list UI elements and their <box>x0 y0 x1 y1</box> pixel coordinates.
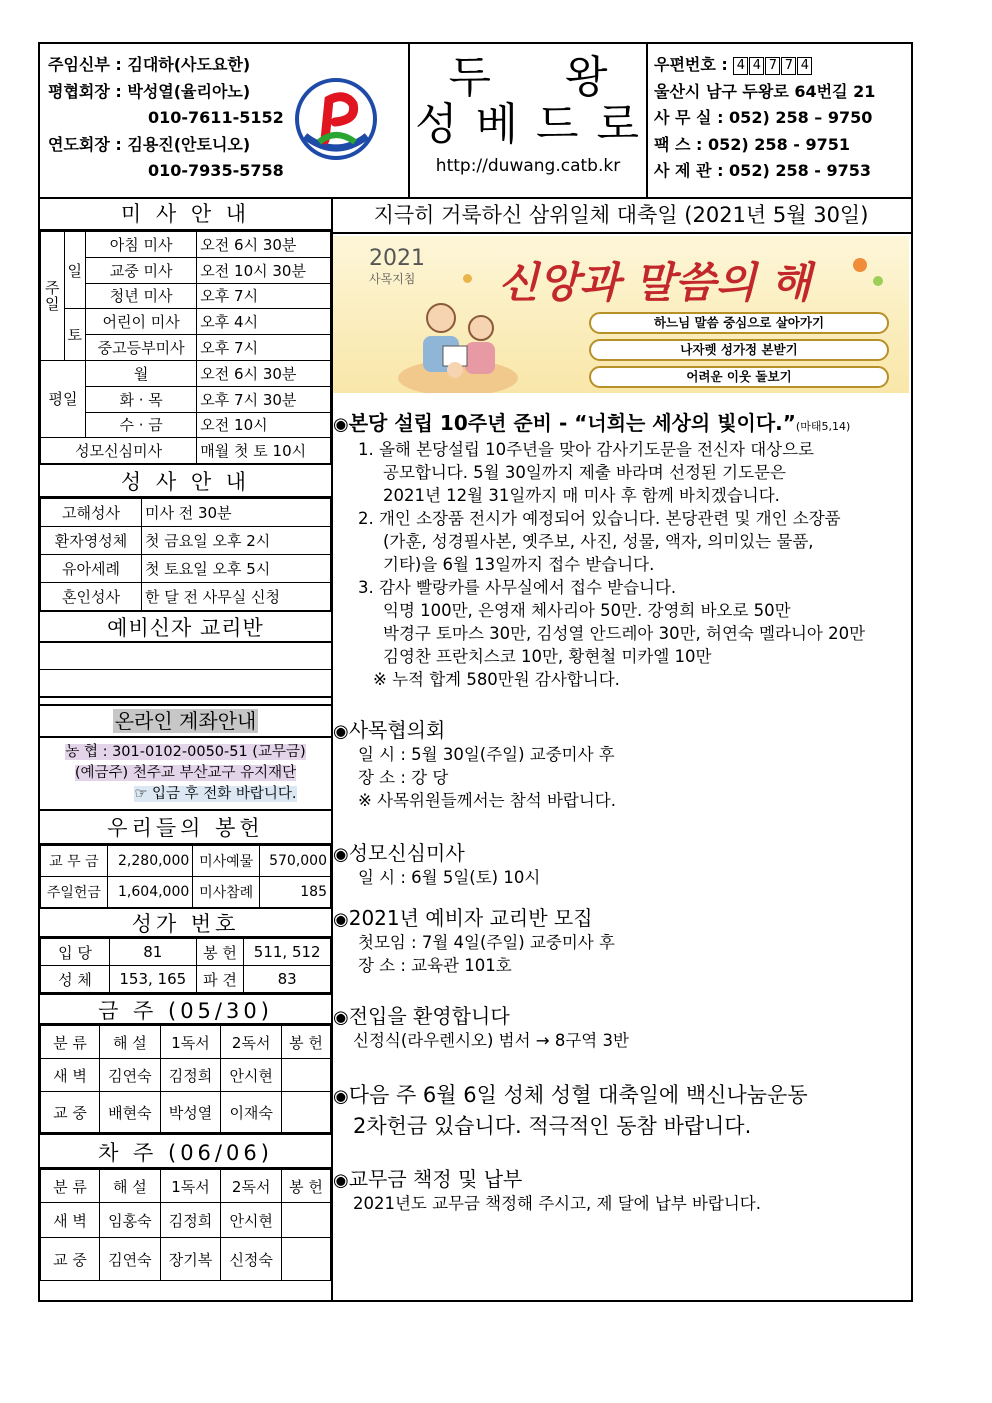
mass-time: 오전 10시 <box>197 412 331 438</box>
zip-row <box>654 52 914 79</box>
hymn-key: 입 당 <box>41 939 110 966</box>
zip-digit: 7 <box>765 57 780 75</box>
mass-name: 중고등부미사 <box>86 335 197 361</box>
notice-title <box>333 1168 909 1192</box>
duty-cell: 교 중 <box>41 1092 100 1133</box>
mass-time: 오전 10시 30분 <box>197 257 331 283</box>
this-week-table <box>40 1025 331 1133</box>
account-info <box>40 738 331 811</box>
banner-subtitle: 사목지침 <box>369 272 416 286</box>
notice-line: 3. 감사 빨랑카를 사무실에서 접수 받습니다. <box>358 578 677 597</box>
sacrament-value: 한 달 전 사무실 신청 <box>142 583 331 611</box>
notice-title <box>333 842 909 866</box>
council-phone: 010-7611-5152 <box>148 108 284 127</box>
duty-cell: 김연숙 <box>100 1059 161 1092</box>
mass-name: 청년 미사 <box>86 283 197 309</box>
hymn-key: 파 견 <box>196 966 244 993</box>
account-number: 농 협 : 301-0102-0050-51 (교무금) <box>65 744 306 761</box>
offerings-table <box>40 845 331 908</box>
zip-digit: 7 <box>781 57 796 75</box>
notice-title-text: 교무금 책정 및 납부 <box>348 1167 523 1191</box>
notice-line: 기타)을 6월 13일까지 접수 받습니다. <box>383 555 655 574</box>
notice-line: 2021년 12월 31일까지 매 미사 후 함께 바치겠습니다. <box>383 486 780 505</box>
duty-cell: 임홍숙 <box>100 1203 161 1238</box>
zip-digit: 4 <box>733 57 748 75</box>
duty-cell: 교 중 <box>41 1238 100 1281</box>
next-week-title: 차 주 (06/06) <box>40 1133 331 1169</box>
account-holder: (예금주) 천주교 부산교구 유지재단 <box>74 765 297 782</box>
mass-time: 오후 7시 <box>197 335 331 361</box>
mass-time: 오후 7시 30분 <box>197 386 331 412</box>
pastoral-banner <box>333 236 909 393</box>
this-week-title: 금 주 (05/30) <box>40 993 331 1025</box>
bullet-icon: ◉ <box>333 844 349 865</box>
hymn-key: 성 체 <box>41 966 110 993</box>
duty-cell: 안시현 <box>221 1203 282 1238</box>
duty-head: 2독서 <box>221 1026 282 1059</box>
notice-line: 신정식(라우렌시오) 범서 → 8구역 3반 <box>353 1031 629 1050</box>
duty-cell: 이재숙 <box>221 1092 282 1133</box>
bullet-icon: ◉ <box>333 721 349 742</box>
notice-title-text: 다음 주 6월 6일 성체 성혈 대축일에 백신나눔운동 <box>348 1083 808 1107</box>
fax-phone: 팩 스 : 052) 258 - 9751 <box>654 134 851 154</box>
banner-pills <box>589 312 889 388</box>
duty-head: 해 설 <box>100 1170 161 1203</box>
masthead-line2: 성 베 드 로 <box>415 99 641 150</box>
duty-cell: 안시현 <box>221 1059 282 1092</box>
holy-family-icon <box>393 298 523 393</box>
bullet-icon: ◉ <box>333 909 349 930</box>
next-week-table <box>40 1169 331 1281</box>
notice-line: 익명 100만, 은영재 체사리아 50만. 강영희 바오로 50만 <box>383 601 791 620</box>
zip-label: 우편번호 : <box>654 55 728 74</box>
mass-time: 오전 6시 30분 <box>197 360 331 386</box>
banner-pill: 어려운 이웃 돌보기 <box>589 366 889 388</box>
bullet-icon: ◉ <box>333 1086 349 1107</box>
notice-line: 2. 개인 소장품 전시가 예정되어 있습니다. 본당관련 및 개인 소장품 <box>358 509 841 528</box>
offering-key: 교 무 금 <box>41 846 108 877</box>
banner-pill: 나자렛 성가정 본받기 <box>589 339 889 361</box>
sat-label: 토 <box>64 309 86 361</box>
offering-key: 주일헌금 <box>41 877 108 908</box>
duty-cell <box>282 1203 331 1238</box>
notice-line: 장 소 : 교육관 101호 <box>358 956 512 975</box>
notice-line: 박경구 토마스 30만, 김성열 안드레아 30만, 허연숙 멜라니아 20만 <box>383 624 866 643</box>
weekday-label: 평일 <box>41 360 86 437</box>
office-phone: 사 무 실 : 052) 258 – 9750 <box>654 108 873 127</box>
notice-title <box>333 1080 909 1112</box>
duty-cell: 김정희 <box>160 1203 221 1238</box>
duty-head: 분 류 <box>41 1026 100 1059</box>
hymn-key: 봉 헌 <box>196 939 244 966</box>
offerings-title: 우리들의 봉헌 <box>40 811 331 845</box>
account-note: ☞ 입금 후 전화 바랍니다. <box>134 786 297 803</box>
mass-table <box>40 231 331 464</box>
duty-cell: 새 벽 <box>41 1059 100 1092</box>
sacrament-name: 환자영성체 <box>41 527 142 555</box>
banner-slogan: 신앙과 말씀의 해 <box>498 258 812 307</box>
duty-head: 봉 헌 <box>282 1170 331 1203</box>
duty-head: 해 설 <box>100 1026 161 1059</box>
mass-time: 오후 7시 <box>197 283 331 309</box>
sacrament-value: 첫 토요일 오후 5시 <box>142 555 331 583</box>
notice-line: ※ 사목위원들께서는 참석 바랍니다. <box>358 791 616 810</box>
catechumen-title: 예비신자 교리반 <box>40 611 331 643</box>
offering-value: 2,280,000 <box>107 846 193 877</box>
duty-head: 분 류 <box>41 1170 100 1203</box>
duty-cell <box>282 1059 331 1092</box>
duty-cell <box>282 1238 331 1281</box>
duty-cell: 배현숙 <box>100 1092 161 1133</box>
zip-digit: 4 <box>749 57 764 75</box>
notice-title-text: 전입을 환영합니다 <box>348 1004 510 1028</box>
hymn-value: 153, 165 <box>110 966 197 993</box>
sun-label: 일 <box>64 232 86 309</box>
bullet-icon: ◉ <box>333 414 349 435</box>
duty-cell <box>282 1092 331 1133</box>
mass-name: 수 · 금 <box>86 412 197 438</box>
catechumen-row <box>40 670 331 698</box>
bullet-icon: ◉ <box>333 1007 349 1028</box>
duty-head: 1독서 <box>160 1026 221 1059</box>
notice-title <box>333 1005 909 1029</box>
banner-year: 2021 <box>369 246 425 271</box>
address: 울산시 남구 두왕로 64번길 21 <box>654 81 876 101</box>
notice-title-text: 사목협의회 <box>348 718 446 742</box>
notice-ref: (마태5,14) <box>795 420 851 433</box>
offering-value: 570,000 <box>260 846 331 877</box>
offering-key: 미사예물 <box>193 846 260 877</box>
offering-value: 185 <box>260 877 331 908</box>
duty-head: 봉 헌 <box>282 1026 331 1059</box>
notice-title <box>333 907 909 931</box>
notices <box>333 412 909 1215</box>
mass-name: 월 <box>86 360 197 386</box>
duty-cell: 김연숙 <box>100 1238 161 1281</box>
parish-logo-icon <box>295 78 377 160</box>
website-link[interactable]: http://duwang.catb.kr <box>435 156 621 176</box>
sacraments-table <box>40 498 331 611</box>
sacrament-value: 미사 전 30분 <box>142 499 331 527</box>
notice-line: 첫모임 : 7월 4일(주일) 교중미사 후 <box>358 933 615 952</box>
sunday-label: 주일 <box>41 232 65 361</box>
mass-name: 어린이 미사 <box>86 309 197 335</box>
notice-line: 일 시 : 6월 5일(토) 10시 <box>358 868 541 887</box>
account-title-row <box>40 704 331 738</box>
hymn-value: 83 <box>244 966 331 993</box>
duty-cell: 김정희 <box>160 1059 221 1092</box>
contacts-right <box>654 52 914 185</box>
masthead <box>408 44 648 197</box>
notice-line: ※ 누적 합계 580만원 감사합니다. <box>373 670 620 689</box>
notice-line: 1. 올해 본당설립 10주년을 맞아 감사기도문을 전신자 대상으로 <box>358 440 814 459</box>
notice-title-text: 본당 설립 10주년 준비 - “너희는 세상의 빛이다.” <box>348 411 796 435</box>
sacrament-name: 혼인성사 <box>41 583 142 611</box>
prayer-phone: 010-7935-5758 <box>148 161 284 180</box>
mass-name: 교중 미사 <box>86 257 197 283</box>
marian-mass-time: 매월 첫 토 10시 <box>197 438 331 464</box>
pastor: 주임신부 : 김대하(사도요한) <box>48 55 251 74</box>
notice-line: 공모합니다. 5월 30일까지 제출 바라며 선정된 기도문은 <box>383 463 786 482</box>
notice-title <box>333 719 909 743</box>
contacts-left <box>48 52 320 185</box>
notice-title <box>333 412 909 438</box>
notice-line: 일 시 : 5월 30일(주일) 교중미사 후 <box>358 745 615 764</box>
account-title: 온라인 계좌안내 <box>114 709 257 734</box>
duty-cell: 신정숙 <box>221 1238 282 1281</box>
prayer-head: 연도회장 : 김용진(안토니오) <box>48 134 251 154</box>
hymns-title: 성가 번호 <box>40 908 331 938</box>
council-head: 평협회장 : 박성열(율리아노) <box>48 81 251 101</box>
notice-line: 김영찬 프란치스코 10만, 황현철 미카엘 10만 <box>383 647 712 666</box>
mass-name: 아침 미사 <box>86 232 197 258</box>
banner-pill: 하느님 말씀 중심으로 살아가기 <box>589 312 889 334</box>
notice-line: 2021년도 교무금 책정해 주시고, 제 달에 납부 바랍니다. <box>353 1194 761 1213</box>
sacrament-name: 유아세례 <box>41 555 142 583</box>
offering-value: 1,604,000 <box>107 877 193 908</box>
duty-cell: 새 벽 <box>41 1203 100 1238</box>
notice-title-text: 2021년 예비자 교리반 모집 <box>348 906 593 930</box>
masthead-line1: 두 왕 <box>448 52 638 103</box>
duty-head: 1독서 <box>160 1170 221 1203</box>
catechumen-row <box>40 643 331 670</box>
feast-title: 지극히 거룩하신 삼위일체 대축일 (2021년 5월 30일) <box>331 197 911 234</box>
mass-time: 오전 6시 30분 <box>197 232 331 258</box>
sacrament-name: 고해성사 <box>41 499 142 527</box>
notice-line: (가훈, 성경필사본, 옛주보, 사진, 성물, 액자, 의미있는 물품, <box>383 532 814 551</box>
bulletin-frame <box>38 42 913 1302</box>
duty-cell: 장기복 <box>160 1238 221 1281</box>
mass-title: 미 사 안 내 <box>40 197 331 231</box>
notice-line: 장 소 : 강 당 <box>358 768 449 787</box>
duty-head: 2독서 <box>221 1170 282 1203</box>
left-column <box>40 197 333 1300</box>
notice-title-text: 2차헌금 있습니다. 적극적인 동참 바랍니다. <box>353 1114 752 1138</box>
rectory-phone: 사 제 관 : 052) 258 - 9753 <box>654 161 872 180</box>
hymn-value: 511, 512 <box>244 939 331 966</box>
offering-key: 미사참례 <box>193 877 260 908</box>
mass-time: 오후 4시 <box>197 309 331 335</box>
header <box>40 44 911 199</box>
notice-title-text: 성모신심미사 <box>348 841 465 865</box>
bullet-icon: ◉ <box>333 1170 349 1191</box>
hymns-table <box>40 938 331 993</box>
sacraments-title: 성 사 안 내 <box>40 464 331 498</box>
hymn-value: 81 <box>110 939 197 966</box>
marian-mass-name: 성모신심미사 <box>41 438 197 464</box>
zip-digit: 4 <box>797 57 812 75</box>
sacrament-value: 첫 금요일 오후 2시 <box>142 527 331 555</box>
mass-name: 화 · 목 <box>86 386 197 412</box>
duty-cell: 박성열 <box>160 1092 221 1133</box>
